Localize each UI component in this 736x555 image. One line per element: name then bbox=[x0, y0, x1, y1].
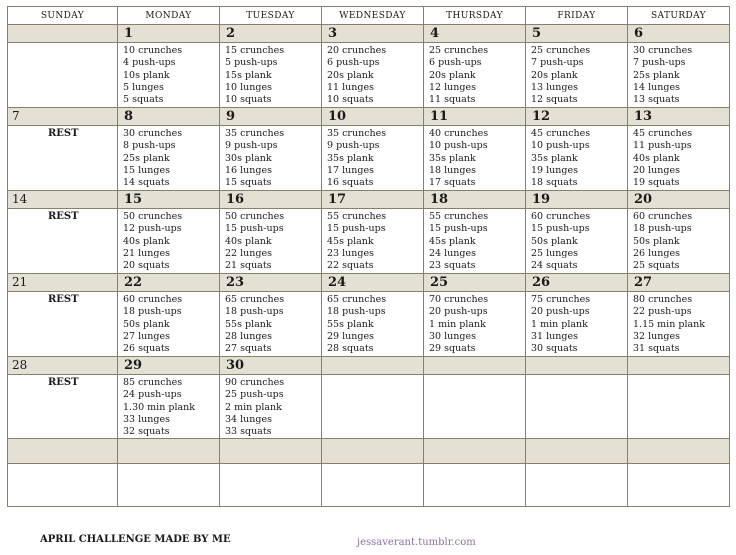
exercise-line: 20s plank bbox=[531, 69, 578, 81]
day-cell bbox=[628, 375, 730, 439]
rest-label: REST bbox=[48, 294, 79, 305]
exercise-list bbox=[118, 375, 219, 438]
exercise-line: 15 push-ups bbox=[531, 223, 590, 235]
day-number: 10 bbox=[322, 108, 424, 126]
exercise-line: 35s plank bbox=[531, 152, 578, 164]
activity-row bbox=[8, 292, 730, 357]
exercise-line: 1 min plank bbox=[429, 318, 486, 330]
exercise-line: 80 crunches bbox=[633, 294, 693, 305]
day-cell bbox=[220, 209, 322, 274]
exercise-line: 35s plank bbox=[327, 152, 374, 164]
exercise-line: 55 crunches bbox=[429, 211, 489, 222]
exercise-line: 15 lunges bbox=[123, 164, 170, 176]
exercise-line: 15 push-ups bbox=[429, 223, 488, 235]
exercise-line: 32 squats bbox=[123, 426, 170, 438]
exercise-line: 18 push-ups bbox=[123, 306, 182, 318]
exercise-line: 13 squats bbox=[633, 94, 680, 106]
day-number bbox=[424, 357, 526, 375]
exercise-line: 4 push-ups bbox=[123, 57, 176, 69]
exercise-line: 40 crunches bbox=[429, 128, 489, 139]
weekday-header: WEDNESDAY bbox=[322, 7, 424, 25]
day-number: 8 bbox=[118, 108, 220, 126]
exercise-line: 30 crunches bbox=[123, 128, 183, 139]
day-number: 28 bbox=[8, 357, 118, 375]
exercise-line: 25s plank bbox=[633, 69, 680, 81]
exercise-list bbox=[322, 209, 423, 272]
activity-row bbox=[8, 126, 730, 191]
date-number-row bbox=[8, 191, 730, 209]
exercise-line: 33 squats bbox=[225, 426, 272, 438]
exercise-line: 30 crunches bbox=[633, 45, 693, 56]
exercise-line: 26 squats bbox=[123, 343, 170, 355]
day-number: 12 bbox=[526, 108, 628, 126]
day-cell bbox=[322, 209, 424, 274]
exercise-line: 15 push-ups bbox=[225, 223, 284, 235]
day-number bbox=[628, 357, 730, 375]
exercise-line: 21 lunges bbox=[123, 247, 170, 259]
day-number: 29 bbox=[118, 357, 220, 375]
exercise-list bbox=[118, 209, 219, 272]
day-number: 3 bbox=[322, 25, 424, 43]
day-cell bbox=[526, 43, 628, 108]
exercise-line: 5 lunges bbox=[123, 81, 164, 93]
blank-activity-row bbox=[8, 464, 730, 507]
exercise-line: 27 squats bbox=[225, 343, 272, 355]
exercise-line: 22 lunges bbox=[225, 247, 272, 259]
day-cell bbox=[118, 126, 220, 191]
exercise-line: 10 lunges bbox=[225, 81, 272, 93]
day-cell bbox=[118, 292, 220, 357]
exercise-line: 12 lunges bbox=[429, 81, 476, 93]
exercise-line: 65 crunches bbox=[327, 294, 387, 305]
exercise-list bbox=[322, 43, 423, 106]
exercise-list bbox=[526, 43, 627, 106]
day-number: 4 bbox=[424, 25, 526, 43]
exercise-line: 25 crunches bbox=[531, 45, 591, 56]
exercise-line: 60 crunches bbox=[633, 211, 693, 222]
exercise-line: 20 squats bbox=[123, 260, 170, 272]
exercise-list bbox=[220, 43, 321, 106]
date-number-row bbox=[8, 25, 730, 43]
exercise-line: 10s plank bbox=[123, 69, 170, 81]
exercise-line: 5 push-ups bbox=[225, 57, 278, 69]
exercise-line: 18 push-ups bbox=[225, 306, 284, 318]
exercise-line: 50s plank bbox=[633, 235, 680, 247]
exercise-line: 50s plank bbox=[123, 318, 170, 330]
exercise-line: 27 lunges bbox=[123, 330, 170, 342]
day-cell bbox=[526, 292, 628, 357]
exercise-line: 25 lunges bbox=[531, 247, 578, 259]
day-number: 5 bbox=[526, 25, 628, 43]
exercise-line: 26 lunges bbox=[633, 247, 680, 259]
exercise-list bbox=[424, 292, 525, 355]
exercise-line: 35s plank bbox=[429, 152, 476, 164]
exercise-line: 60 crunches bbox=[531, 211, 591, 222]
blank-date-row bbox=[8, 439, 730, 464]
exercise-line: 45 crunches bbox=[633, 128, 693, 139]
exercise-line: 5 squats bbox=[123, 94, 164, 106]
day-number: 2 bbox=[220, 25, 322, 43]
exercise-list bbox=[526, 209, 627, 272]
exercise-line: 15s plank bbox=[225, 69, 272, 81]
exercise-line: 23 squats bbox=[429, 260, 476, 272]
exercise-line: 6 push-ups bbox=[429, 57, 482, 69]
weekday-header: SATURDAY bbox=[628, 7, 730, 25]
exercise-line: 11 lunges bbox=[327, 81, 374, 93]
exercise-list bbox=[526, 292, 627, 355]
exercise-line: 24 push-ups bbox=[123, 389, 182, 401]
day-number: 1 bbox=[118, 25, 220, 43]
day-cell bbox=[322, 292, 424, 357]
day-cell bbox=[322, 126, 424, 191]
day-cell bbox=[628, 126, 730, 191]
exercise-line: 18 push-ups bbox=[327, 306, 386, 318]
weekday-header: SUNDAY bbox=[8, 7, 118, 25]
day-number: 25 bbox=[424, 274, 526, 292]
challenge-caption: APRIL CHALLENGE MADE BY ME bbox=[40, 534, 231, 545]
exercise-line: 34 lunges bbox=[225, 413, 272, 425]
exercise-line: 18 squats bbox=[531, 177, 578, 189]
exercise-list bbox=[424, 43, 525, 106]
exercise-line: 20 crunches bbox=[327, 45, 387, 56]
weekday-header-row bbox=[8, 7, 730, 25]
activity-row bbox=[8, 375, 730, 439]
exercise-line: 25 squats bbox=[633, 260, 680, 272]
day-cell bbox=[8, 43, 118, 108]
activity-row bbox=[8, 43, 730, 108]
exercise-line: 11 squats bbox=[429, 94, 476, 106]
exercise-list bbox=[424, 209, 525, 272]
exercise-line: 15 squats bbox=[225, 177, 272, 189]
exercise-line: 50 crunches bbox=[123, 211, 183, 222]
credit-link[interactable]: jessaverant.tumblr.com bbox=[357, 537, 476, 548]
calendar bbox=[7, 6, 730, 507]
day-cell bbox=[322, 43, 424, 108]
day-cell bbox=[8, 126, 118, 191]
exercise-line: 14 lunges bbox=[633, 81, 680, 93]
day-cell bbox=[118, 209, 220, 274]
exercise-line: 35 crunches bbox=[225, 128, 285, 139]
exercise-line: 90 crunches bbox=[225, 377, 285, 388]
date-number-row bbox=[8, 274, 730, 292]
exercise-line: 18 lunges bbox=[429, 164, 476, 176]
exercise-line: 40s plank bbox=[633, 152, 680, 164]
exercise-line: 35 crunches bbox=[327, 128, 387, 139]
exercise-line: 11 push-ups bbox=[633, 140, 692, 152]
day-cell bbox=[424, 126, 526, 191]
day-cell bbox=[424, 292, 526, 357]
exercise-list bbox=[118, 292, 219, 355]
exercise-line: 18 push-ups bbox=[633, 223, 692, 235]
exercise-line: 10 push-ups bbox=[429, 140, 488, 152]
day-number: 11 bbox=[424, 108, 526, 126]
exercise-line: 50s plank bbox=[531, 235, 578, 247]
day-cell bbox=[220, 126, 322, 191]
rest-label: REST bbox=[48, 128, 79, 139]
rest-label: REST bbox=[48, 377, 79, 388]
weekday-header: THURSDAY bbox=[424, 7, 526, 25]
exercise-list bbox=[220, 126, 321, 189]
exercise-line: 30 squats bbox=[531, 343, 578, 355]
exercise-line: 13 lunges bbox=[531, 81, 578, 93]
day-number: 24 bbox=[322, 274, 424, 292]
weekday-header: MONDAY bbox=[118, 7, 220, 25]
exercise-line: 7 push-ups bbox=[633, 57, 686, 69]
day-cell bbox=[322, 375, 424, 439]
calendar-body bbox=[8, 25, 730, 507]
exercise-line: 15 crunches bbox=[225, 45, 285, 56]
day-number: 30 bbox=[220, 357, 322, 375]
weekday-header: FRIDAY bbox=[526, 7, 628, 25]
exercise-line: 55s plank bbox=[327, 318, 374, 330]
exercise-line: 55 crunches bbox=[327, 211, 387, 222]
exercise-line: 21 squats bbox=[225, 260, 272, 272]
exercise-line: 55s plank bbox=[225, 318, 272, 330]
exercise-line: 12 push-ups bbox=[123, 223, 182, 235]
exercise-line: 10 squats bbox=[225, 94, 272, 106]
day-cell bbox=[628, 43, 730, 108]
exercise-line: 24 squats bbox=[531, 260, 578, 272]
exercise-line: 15 push-ups bbox=[327, 223, 386, 235]
exercise-line: 20 push-ups bbox=[429, 306, 488, 318]
day-cell bbox=[8, 292, 118, 357]
day-number: 7 bbox=[8, 108, 118, 126]
exercise-list bbox=[220, 292, 321, 355]
day-number: 13 bbox=[628, 108, 730, 126]
exercise-line: 32 lunges bbox=[633, 330, 680, 342]
rest-label: REST bbox=[48, 211, 79, 222]
day-cell bbox=[526, 209, 628, 274]
day-number bbox=[8, 25, 118, 43]
exercise-list bbox=[628, 292, 729, 355]
exercise-line: 20 push-ups bbox=[531, 306, 590, 318]
day-number: 26 bbox=[526, 274, 628, 292]
exercise-line: 30s plank bbox=[225, 152, 272, 164]
exercise-line: 28 squats bbox=[327, 343, 374, 355]
exercise-line: 30 lunges bbox=[429, 330, 476, 342]
exercise-line: 31 squats bbox=[633, 343, 680, 355]
exercise-line: 45 crunches bbox=[531, 128, 591, 139]
calendar-table bbox=[7, 6, 730, 507]
day-number: 14 bbox=[8, 191, 118, 209]
exercise-line: 2 min plank bbox=[225, 401, 282, 413]
day-number: 21 bbox=[8, 274, 118, 292]
exercise-line: 8 push-ups bbox=[123, 140, 176, 152]
activity-row bbox=[8, 209, 730, 274]
exercise-line: 22 squats bbox=[327, 260, 374, 272]
exercise-line: 45s plank bbox=[327, 235, 374, 247]
day-number: 9 bbox=[220, 108, 322, 126]
exercise-line: 10 crunches bbox=[123, 45, 183, 56]
exercise-line: 60 crunches bbox=[123, 294, 183, 305]
exercise-line: 9 push-ups bbox=[225, 140, 278, 152]
exercise-line: 29 lunges bbox=[327, 330, 374, 342]
day-number: 19 bbox=[526, 191, 628, 209]
weekday-header: TUESDAY bbox=[220, 7, 322, 25]
exercise-line: 20s plank bbox=[327, 69, 374, 81]
exercise-line: 19 squats bbox=[633, 177, 680, 189]
day-number bbox=[526, 357, 628, 375]
exercise-line: 1.15 min plank bbox=[633, 318, 706, 330]
exercise-line: 40s plank bbox=[225, 235, 272, 247]
day-number: 18 bbox=[424, 191, 526, 209]
exercise-line: 9 push-ups bbox=[327, 140, 380, 152]
exercise-line: 50 crunches bbox=[225, 211, 285, 222]
day-cell bbox=[220, 375, 322, 439]
exercise-line: 29 squats bbox=[429, 343, 476, 355]
exercise-line: 14 squats bbox=[123, 177, 170, 189]
date-number-row bbox=[8, 357, 730, 375]
day-number: 23 bbox=[220, 274, 322, 292]
exercise-list bbox=[220, 209, 321, 272]
day-number: 17 bbox=[322, 191, 424, 209]
date-number-row bbox=[8, 108, 730, 126]
day-cell bbox=[424, 209, 526, 274]
exercise-line: 20s plank bbox=[429, 69, 476, 81]
exercise-list bbox=[322, 292, 423, 355]
exercise-line: 1 min plank bbox=[531, 318, 588, 330]
exercise-list bbox=[322, 126, 423, 189]
day-number: 22 bbox=[118, 274, 220, 292]
exercise-line: 1.30 min plank bbox=[123, 401, 196, 413]
day-cell bbox=[628, 209, 730, 274]
exercise-line: 28 lunges bbox=[225, 330, 272, 342]
exercise-line: 7 push-ups bbox=[531, 57, 584, 69]
day-cell bbox=[220, 292, 322, 357]
exercise-line: 25 push-ups bbox=[225, 389, 284, 401]
exercise-list bbox=[628, 209, 729, 272]
exercise-line: 75 crunches bbox=[531, 294, 591, 305]
exercise-line: 25 crunches bbox=[429, 45, 489, 56]
exercise-line: 23 lunges bbox=[327, 247, 374, 259]
day-cell bbox=[628, 292, 730, 357]
exercise-line: 85 crunches bbox=[123, 377, 183, 388]
exercise-line: 6 push-ups bbox=[327, 57, 380, 69]
day-cell bbox=[118, 375, 220, 439]
exercise-list bbox=[220, 375, 321, 438]
day-cell bbox=[424, 375, 526, 439]
exercise-line: 31 lunges bbox=[531, 330, 578, 342]
exercise-line: 10 squats bbox=[327, 94, 374, 106]
exercise-line: 22 push-ups bbox=[633, 306, 692, 318]
exercise-line: 12 squats bbox=[531, 94, 578, 106]
exercise-list bbox=[118, 43, 219, 106]
exercise-line: 25s plank bbox=[123, 152, 170, 164]
day-cell bbox=[8, 375, 118, 439]
exercise-list bbox=[424, 126, 525, 189]
exercise-list bbox=[628, 43, 729, 106]
exercise-list bbox=[526, 126, 627, 189]
exercise-line: 24 lunges bbox=[429, 247, 476, 259]
day-number: 6 bbox=[628, 25, 730, 43]
exercise-line: 19 lunges bbox=[531, 164, 578, 176]
day-cell bbox=[8, 209, 118, 274]
exercise-list bbox=[118, 126, 219, 189]
day-number: 27 bbox=[628, 274, 730, 292]
day-number: 16 bbox=[220, 191, 322, 209]
exercise-line: 16 squats bbox=[327, 177, 374, 189]
exercise-line: 40s plank bbox=[123, 235, 170, 247]
exercise-line: 33 lunges bbox=[123, 413, 170, 425]
exercise-line: 10 push-ups bbox=[531, 140, 590, 152]
exercise-list bbox=[628, 126, 729, 189]
day-cell bbox=[526, 126, 628, 191]
exercise-line: 16 lunges bbox=[225, 164, 272, 176]
exercise-line: 45s plank bbox=[429, 235, 476, 247]
day-number: 15 bbox=[118, 191, 220, 209]
exercise-line: 17 lunges bbox=[327, 164, 374, 176]
day-number: 20 bbox=[628, 191, 730, 209]
day-cell bbox=[526, 375, 628, 439]
day-cell bbox=[118, 43, 220, 108]
exercise-line: 20 lunges bbox=[633, 164, 680, 176]
exercise-line: 65 crunches bbox=[225, 294, 285, 305]
exercise-line: 70 crunches bbox=[429, 294, 489, 305]
day-cell bbox=[220, 43, 322, 108]
exercise-line: 17 squats bbox=[429, 177, 476, 189]
day-cell bbox=[424, 43, 526, 108]
day-number bbox=[322, 357, 424, 375]
